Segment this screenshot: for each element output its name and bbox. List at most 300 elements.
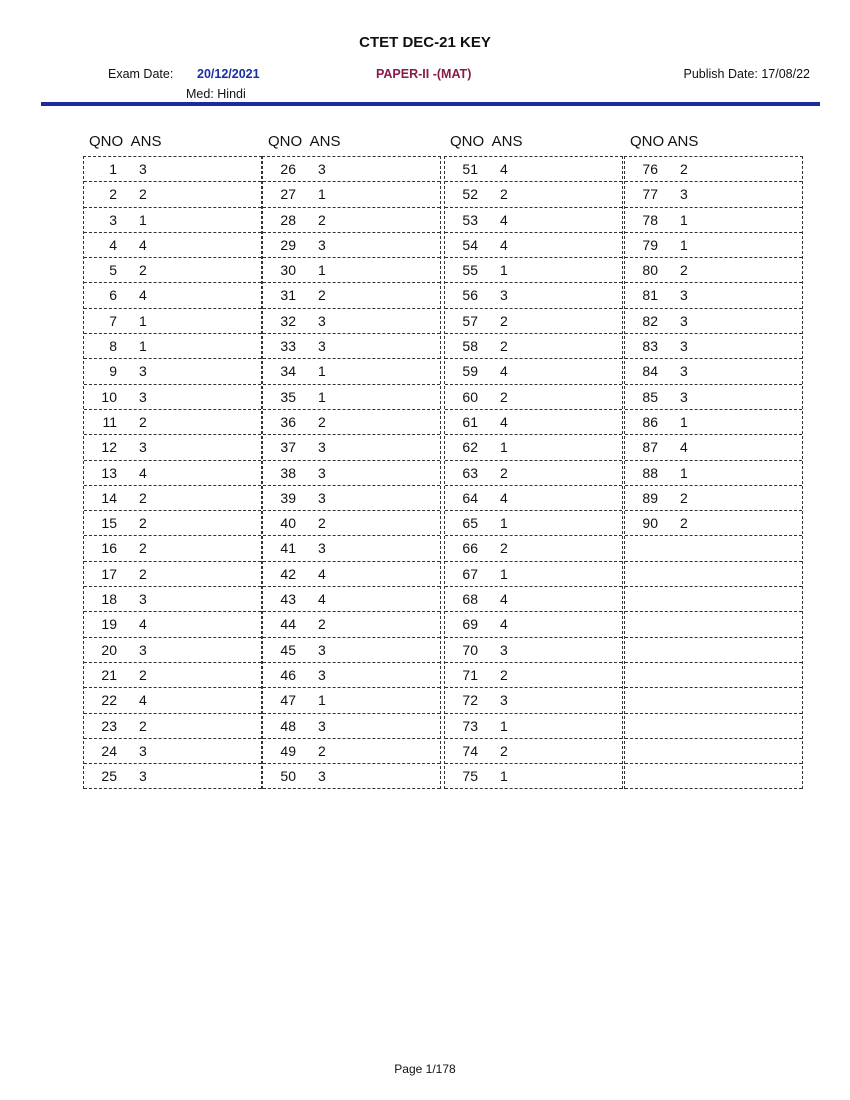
answer-value: 2 (139, 186, 147, 203)
answer-value: 1 (318, 388, 326, 405)
answer-row (445, 334, 622, 359)
question-number: 20 (101, 641, 117, 658)
answer-value: 3 (318, 439, 326, 456)
answer-value: 3 (318, 489, 326, 506)
question-number: 17 (101, 565, 117, 582)
question-number: 10 (101, 388, 117, 405)
answer-row (445, 461, 622, 486)
exam-date: 20/12/2021 (197, 67, 260, 81)
question-number: 2 (109, 186, 117, 203)
answer-row (445, 258, 622, 283)
question-number: 4 (109, 236, 117, 253)
answer-value: 1 (318, 363, 326, 380)
column-heading: QNO ANS (268, 133, 341, 150)
question-number: 33 (280, 338, 296, 355)
answer-row (445, 739, 622, 764)
answer-row (625, 663, 802, 688)
answer-value: 4 (139, 236, 147, 253)
answer-row (625, 410, 802, 435)
question-number: 16 (101, 540, 117, 557)
column-heading: QNO ANS (630, 133, 699, 150)
question-number: 32 (280, 312, 296, 329)
answer-row (445, 208, 622, 233)
question-number: 69 (462, 616, 478, 633)
question-number: 42 (280, 565, 296, 582)
answer-value: 4 (500, 236, 508, 253)
question-number: 89 (642, 489, 658, 506)
answer-value: 3 (680, 287, 688, 304)
question-number: 54 (462, 236, 478, 253)
answer-row (263, 511, 440, 536)
answer-row (263, 182, 440, 207)
answer-value: 4 (500, 413, 508, 430)
header-divider (41, 102, 820, 106)
question-number: 29 (280, 236, 296, 253)
answer-value: 4 (139, 287, 147, 304)
answer-row (84, 688, 261, 713)
answer-value: 1 (500, 515, 508, 532)
answer-row (84, 612, 261, 637)
answer-value: 3 (139, 641, 147, 658)
question-number: 31 (280, 287, 296, 304)
question-number: 23 (101, 717, 117, 734)
answer-value: 4 (500, 591, 508, 608)
question-number: 6 (109, 287, 117, 304)
answer-row (625, 714, 802, 739)
answer-row (263, 461, 440, 486)
answer-value: 4 (500, 161, 508, 177)
answer-value: 1 (318, 262, 326, 279)
publish-date: Publish Date: 17/08/22 (683, 67, 810, 81)
answer-row (84, 638, 261, 663)
answer-row (263, 283, 440, 308)
answer-value: 4 (139, 464, 147, 481)
question-number: 81 (642, 287, 658, 304)
answer-value: 3 (680, 388, 688, 405)
answer-row (263, 688, 440, 713)
answer-column-1 (83, 133, 262, 789)
answer-row (263, 208, 440, 233)
answer-value: 2 (318, 211, 326, 228)
question-number: 36 (280, 413, 296, 430)
answer-value: 4 (139, 616, 147, 633)
question-number: 66 (462, 540, 478, 557)
answer-value: 3 (680, 338, 688, 355)
answer-row (263, 764, 440, 789)
answer-row (625, 334, 802, 359)
question-number: 38 (280, 464, 296, 481)
answer-value: 1 (680, 413, 688, 430)
question-number: 60 (462, 388, 478, 405)
answer-grid (444, 156, 623, 789)
question-number: 51 (462, 161, 478, 177)
answer-value: 2 (318, 515, 326, 532)
answer-value: 3 (139, 742, 147, 759)
answer-value: 1 (318, 692, 326, 709)
answer-value: 1 (139, 312, 147, 329)
answer-row (625, 258, 802, 283)
answer-value: 4 (139, 692, 147, 709)
answer-row (263, 587, 440, 612)
answer-row (445, 410, 622, 435)
question-number: 75 (462, 768, 478, 785)
answer-value: 3 (500, 692, 508, 709)
question-number: 26 (280, 161, 296, 177)
question-number: 59 (462, 363, 478, 380)
question-number: 74 (462, 742, 478, 759)
answer-row (263, 309, 440, 334)
answer-row (445, 511, 622, 536)
answer-row (84, 334, 261, 359)
answer-row (263, 486, 440, 511)
answer-value: 3 (318, 312, 326, 329)
answer-value: 2 (500, 338, 508, 355)
question-number: 73 (462, 717, 478, 734)
question-number: 58 (462, 338, 478, 355)
answer-value: 3 (318, 717, 326, 734)
answer-value: 2 (318, 616, 326, 633)
answer-row (445, 385, 622, 410)
question-number: 27 (280, 186, 296, 203)
answer-column-4 (624, 133, 803, 789)
answer-value: 2 (139, 489, 147, 506)
answer-row (84, 461, 261, 486)
answer-row (263, 233, 440, 258)
answer-row (263, 562, 440, 587)
question-number: 49 (280, 742, 296, 759)
question-number: 84 (642, 363, 658, 380)
answer-row (84, 486, 261, 511)
question-number: 24 (101, 742, 117, 759)
answer-value: 2 (500, 312, 508, 329)
question-number: 63 (462, 464, 478, 481)
answer-value: 2 (500, 464, 508, 481)
question-number: 62 (462, 439, 478, 456)
answer-row (445, 714, 622, 739)
question-number: 87 (642, 439, 658, 456)
answer-value: 3 (139, 363, 147, 380)
answer-grid (83, 156, 262, 789)
question-number: 12 (101, 439, 117, 456)
answer-row (625, 435, 802, 460)
question-number: 68 (462, 591, 478, 608)
question-number: 37 (280, 439, 296, 456)
answer-value: 1 (500, 717, 508, 734)
answer-value: 2 (139, 540, 147, 557)
answer-row (625, 562, 802, 587)
answer-row (625, 359, 802, 384)
answer-value: 2 (318, 742, 326, 759)
answer-value: 3 (680, 312, 688, 329)
answer-row (625, 739, 802, 764)
answer-row (445, 283, 622, 308)
answer-row (445, 688, 622, 713)
answer-column-3 (444, 133, 623, 789)
answer-row (445, 435, 622, 460)
answer-value: 2 (139, 565, 147, 582)
question-number: 71 (462, 666, 478, 683)
answer-row (445, 157, 622, 182)
answer-row (445, 638, 622, 663)
answer-row (84, 182, 261, 207)
question-number: 65 (462, 515, 478, 532)
answer-row (263, 714, 440, 739)
question-number: 45 (280, 641, 296, 658)
answer-value: 1 (680, 211, 688, 228)
answer-value: 2 (318, 413, 326, 430)
answer-row (263, 612, 440, 637)
answer-row (625, 385, 802, 410)
answer-row (445, 536, 622, 561)
answer-row (445, 612, 622, 637)
answer-row (625, 638, 802, 663)
answer-row (445, 359, 622, 384)
answer-value: 4 (500, 616, 508, 633)
answer-row (625, 688, 802, 713)
question-number: 22 (101, 692, 117, 709)
question-number: 70 (462, 641, 478, 658)
answer-value: 2 (500, 388, 508, 405)
answer-value: 2 (139, 666, 147, 683)
answer-value: 3 (139, 161, 147, 177)
answer-value: 2 (680, 161, 688, 177)
question-number: 15 (101, 515, 117, 532)
answer-row (84, 233, 261, 258)
question-number: 88 (642, 464, 658, 481)
answer-row (263, 334, 440, 359)
answer-value: 1 (680, 464, 688, 481)
answer-row (625, 486, 802, 511)
answer-row (84, 283, 261, 308)
answer-value: 2 (680, 489, 688, 506)
answer-row (263, 385, 440, 410)
answer-value: 3 (318, 161, 326, 177)
question-number: 19 (101, 616, 117, 633)
medium-label: Med: Hindi (186, 87, 246, 101)
answer-value: 3 (318, 338, 326, 355)
question-number: 57 (462, 312, 478, 329)
answer-row (84, 359, 261, 384)
answer-column-2 (262, 133, 441, 789)
answer-row (84, 435, 261, 460)
answer-value: 3 (500, 641, 508, 658)
answer-row (625, 208, 802, 233)
question-number: 48 (280, 717, 296, 734)
answer-grid (624, 156, 803, 789)
question-number: 25 (101, 768, 117, 785)
answer-row (263, 638, 440, 663)
question-number: 21 (101, 666, 117, 683)
answer-value: 2 (680, 515, 688, 532)
answer-value: 1 (500, 439, 508, 456)
answer-value: 3 (680, 186, 688, 203)
answer-value: 3 (318, 768, 326, 785)
exam-date-label: Exam Date: (108, 67, 174, 81)
question-number: 44 (280, 616, 296, 633)
answer-grid (262, 156, 441, 789)
answer-row (84, 739, 261, 764)
answer-row (263, 157, 440, 182)
answer-row (263, 739, 440, 764)
answer-row (84, 410, 261, 435)
answer-value: 3 (500, 287, 508, 304)
question-number: 13 (101, 464, 117, 481)
answer-value: 2 (500, 186, 508, 203)
answer-row (445, 309, 622, 334)
question-number: 1 (109, 161, 117, 177)
answer-value: 3 (318, 641, 326, 658)
question-number: 7 (109, 312, 117, 329)
answer-value: 4 (500, 489, 508, 506)
question-number: 85 (642, 388, 658, 405)
question-number: 47 (280, 692, 296, 709)
answer-value: 4 (500, 211, 508, 228)
answer-value: 3 (139, 591, 147, 608)
answer-value: 3 (139, 388, 147, 405)
question-number: 18 (101, 591, 117, 608)
answer-row (263, 410, 440, 435)
paper-name: PAPER-II -(MAT) (376, 67, 472, 81)
answer-row (84, 587, 261, 612)
answer-row (625, 764, 802, 789)
question-number: 61 (462, 413, 478, 430)
answer-row (625, 157, 802, 182)
answer-row (263, 536, 440, 561)
column-heading: QNO ANS (89, 133, 162, 150)
answer-value: 3 (318, 236, 326, 253)
answer-value: 1 (500, 262, 508, 279)
answer-row (445, 562, 622, 587)
answer-row (84, 511, 261, 536)
answer-value: 1 (318, 186, 326, 203)
question-number: 11 (102, 413, 117, 430)
answer-value: 1 (139, 338, 147, 355)
question-number: 80 (642, 262, 658, 279)
answer-row (84, 562, 261, 587)
answer-value: 2 (139, 515, 147, 532)
answer-row (625, 511, 802, 536)
answer-row (625, 309, 802, 334)
column-heading: QNO ANS (450, 133, 523, 150)
question-number: 41 (280, 540, 296, 557)
answer-row (84, 157, 261, 182)
answer-row (445, 764, 622, 789)
question-number: 67 (462, 565, 478, 582)
answer-value: 2 (139, 413, 147, 430)
answer-row (445, 663, 622, 688)
answer-row (263, 435, 440, 460)
question-number: 28 (280, 211, 296, 228)
answer-row (445, 233, 622, 258)
question-number: 78 (642, 211, 658, 228)
question-number: 79 (642, 236, 658, 253)
answer-value: 2 (139, 262, 147, 279)
question-number: 40 (280, 515, 296, 532)
question-number: 5 (109, 262, 117, 279)
answer-row (84, 536, 261, 561)
question-number: 64 (462, 489, 478, 506)
question-number: 39 (280, 489, 296, 506)
answer-row (263, 663, 440, 688)
answer-value: 3 (680, 363, 688, 380)
question-number: 34 (280, 363, 296, 380)
answer-row (84, 385, 261, 410)
question-number: 9 (109, 363, 117, 380)
question-number: 86 (642, 413, 658, 430)
answer-value: 3 (139, 768, 147, 785)
question-number: 30 (280, 262, 296, 279)
answer-value: 1 (500, 768, 508, 785)
question-number: 56 (462, 287, 478, 304)
answer-value: 2 (500, 540, 508, 557)
answer-row (445, 182, 622, 207)
question-number: 8 (109, 338, 117, 355)
question-number: 53 (462, 211, 478, 228)
question-number: 72 (462, 692, 478, 709)
question-number: 50 (280, 768, 296, 785)
answer-value: 3 (318, 666, 326, 683)
answer-row (625, 612, 802, 637)
answer-row (84, 208, 261, 233)
answer-row (625, 461, 802, 486)
question-number: 90 (642, 515, 658, 532)
answer-value: 2 (500, 742, 508, 759)
question-number: 76 (642, 161, 658, 177)
answer-row (445, 486, 622, 511)
question-number: 43 (280, 591, 296, 608)
answer-value: 4 (318, 591, 326, 608)
question-number: 82 (642, 312, 658, 329)
answer-row (84, 714, 261, 739)
answer-row (263, 258, 440, 283)
answer-row (84, 309, 261, 334)
answer-value: 4 (680, 439, 688, 456)
answer-value: 4 (318, 565, 326, 582)
answer-value: 3 (139, 439, 147, 456)
question-number: 35 (280, 388, 296, 405)
answer-row (84, 258, 261, 283)
answer-row (84, 663, 261, 688)
question-number: 83 (642, 338, 658, 355)
answer-row (84, 764, 261, 789)
answer-value: 2 (680, 262, 688, 279)
answer-row (263, 359, 440, 384)
page-number: Page 1/178 (394, 1062, 456, 1076)
answer-value: 1 (500, 565, 508, 582)
answer-value: 3 (318, 464, 326, 481)
answer-value: 1 (139, 211, 147, 228)
answer-row (625, 587, 802, 612)
question-number: 14 (101, 489, 117, 506)
question-number: 52 (462, 186, 478, 203)
answer-row (625, 233, 802, 258)
page-title: CTET DEC-21 KEY (359, 34, 491, 51)
answer-row (625, 283, 802, 308)
question-number: 77 (642, 186, 658, 203)
answer-row (625, 182, 802, 207)
answer-value: 2 (318, 287, 326, 304)
answer-value: 4 (500, 363, 508, 380)
question-number: 46 (280, 666, 296, 683)
question-number: 55 (462, 262, 478, 279)
answer-row (625, 536, 802, 561)
answer-value: 2 (500, 666, 508, 683)
answer-value: 3 (318, 540, 326, 557)
question-number: 3 (109, 211, 117, 228)
answer-value: 2 (139, 717, 147, 734)
answer-value: 1 (680, 236, 688, 253)
answer-row (445, 587, 622, 612)
